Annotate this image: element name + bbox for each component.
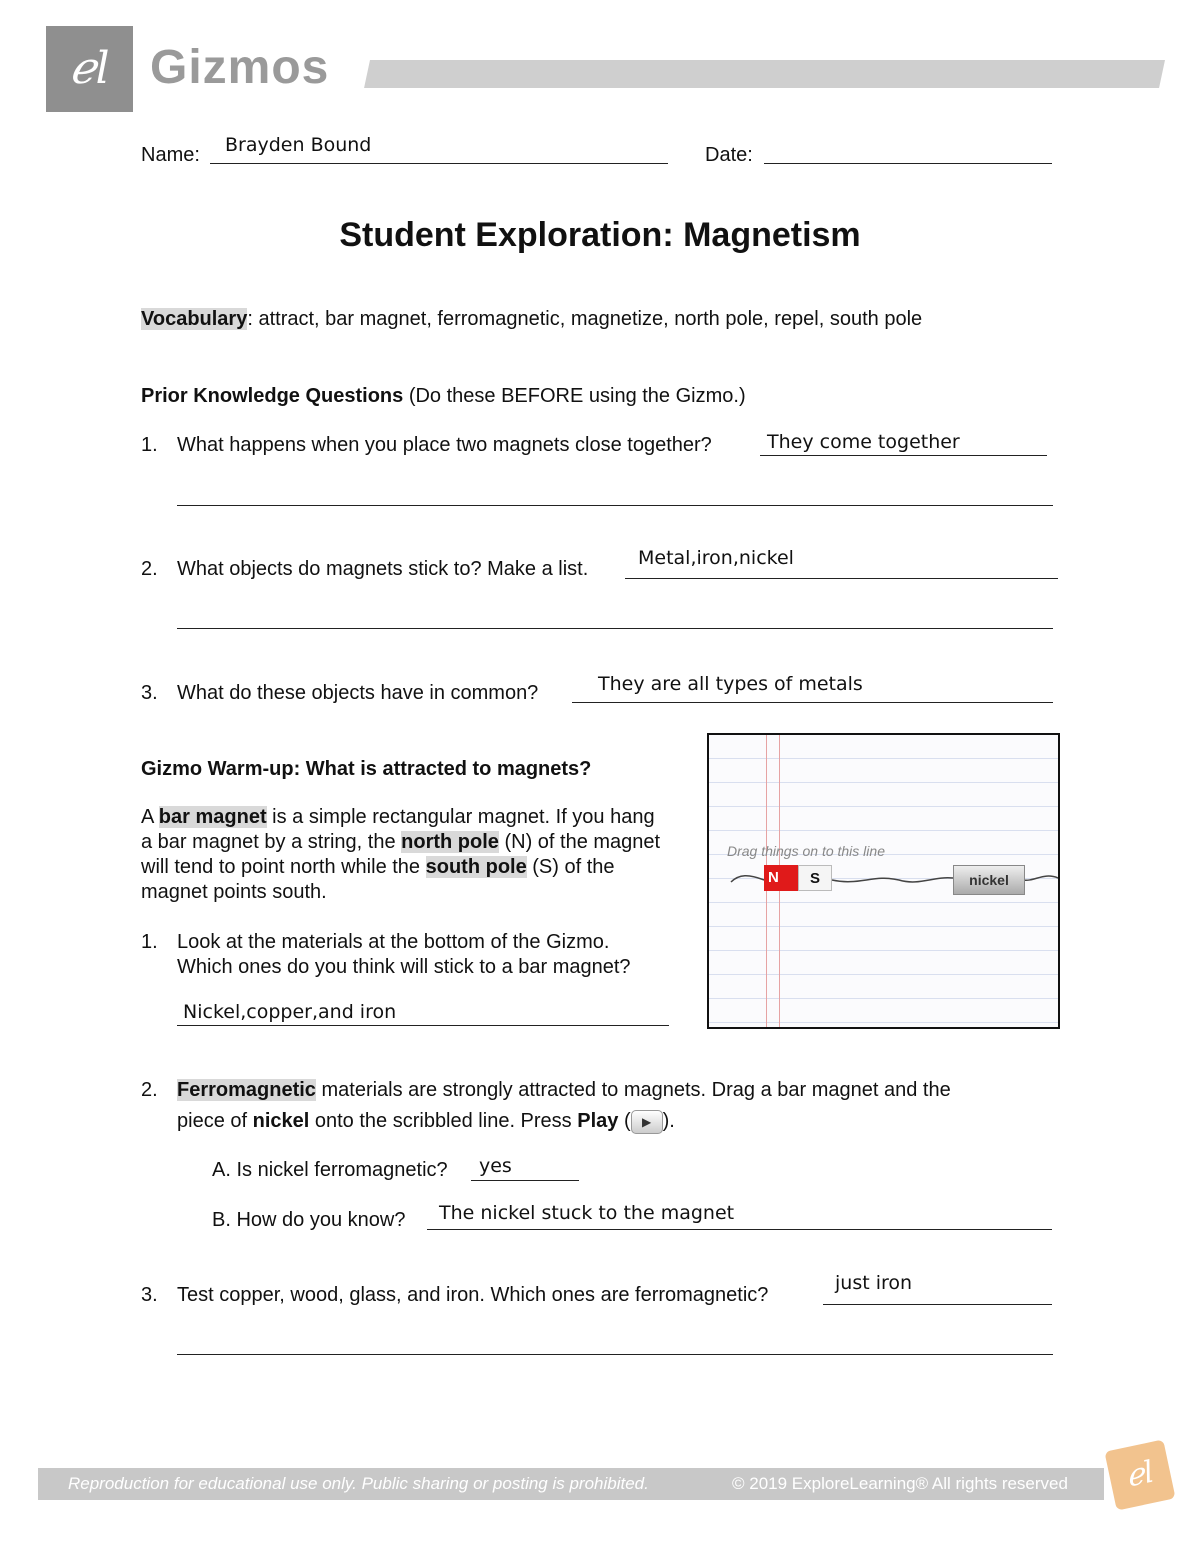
warmup-q1-num: 1. — [141, 931, 158, 953]
intro-text-3: (N) of the magnet will tend to point north while the — [141, 831, 661, 878]
q2a-label: A. — [212, 1159, 231, 1181]
gizmos-logo — [46, 26, 133, 112]
name-value[interactable]: Brayden Bound — [225, 134, 372, 156]
vocabulary-label: Vocabulary — [141, 308, 248, 330]
header-bar — [364, 60, 1165, 88]
prior-q1-line — [760, 455, 1047, 456]
prior-q2-num: 2. — [141, 558, 158, 580]
q2-text-1: materials are strongly attracted to magnets. Drag a bar magnet and the — [315, 1079, 951, 1101]
drag-label: Drag things on to this line — [727, 843, 885, 859]
warmup-heading: Gizmo Warm-up: What is attracted to magnets? — [141, 758, 592, 780]
footer-logo — [1104, 1439, 1175, 1510]
prior-q3-text: What do these objects have in common? — [177, 682, 539, 704]
warmup-q1-line2: Which ones do you think will stick to a bar magnet? — [177, 956, 631, 978]
intro-text-1: A — [141, 806, 159, 828]
q2-nickel: nickel — [252, 1110, 310, 1132]
play-icon: ▶ — [631, 1110, 663, 1134]
name-line — [210, 163, 668, 164]
prior-q3-num: 3. — [141, 682, 158, 704]
date-line — [764, 163, 1052, 164]
prior-q1-text: What happens when you place two magnets close together? — [177, 434, 712, 456]
q2a-answer[interactable]: yes — [479, 1155, 512, 1177]
footer-copyright: © 2019 ExploreLearning® All rights reserved — [732, 1474, 1068, 1493]
prior-q2-line — [625, 578, 1058, 579]
warmup-q2a — [212, 1158, 448, 1182]
gizmo-screenshot — [707, 733, 1060, 1029]
vocabulary — [141, 307, 922, 331]
warmup-q1-answer-line — [177, 1025, 669, 1026]
q2-text-2b: onto the scribbled line. Press — [309, 1110, 578, 1132]
warmup-q2-line1 — [177, 1078, 951, 1102]
term-north-pole: north pole — [401, 831, 499, 853]
page-title: Student Exploration: Magnetism — [339, 216, 861, 254]
q2b-label: B. — [212, 1209, 231, 1231]
q2-text-2c: ( — [618, 1110, 631, 1132]
vocabulary-text: : attract, bar magnet, ferromagnetic, magnetize, north pole, repel, south pole — [247, 308, 923, 330]
magnet-north-pole[interactable]: N — [764, 865, 798, 891]
q3-line2 — [177, 1354, 1053, 1355]
q2a-text: Is nickel ferromagnetic? — [236, 1159, 448, 1181]
prior-q2-line2 — [177, 628, 1053, 629]
prior-q1-answer[interactable]: They come together — [767, 431, 960, 453]
term-south-pole: south pole — [425, 856, 527, 878]
prior-q2-text: What objects do magnets stick to? Make a list. — [177, 558, 589, 580]
warmup-q3-text: Test copper, wood, glass, and iron. Which ones are ferromagnetic? — [177, 1284, 769, 1306]
footer-logo-glyph: ℯl — [1122, 1454, 1157, 1495]
q3-line — [823, 1304, 1052, 1305]
warmup-q2-num: 2. — [141, 1079, 158, 1101]
name-label: Name: — [141, 144, 200, 166]
brand-name: Gizmos — [150, 41, 330, 94]
prior-heading-note: (Do these BEFORE using the Gizmo.) — [403, 385, 746, 407]
prior-q2-answer[interactable]: Metal,iron,nickel — [638, 547, 794, 569]
term-bar-magnet: bar magnet — [158, 806, 267, 828]
footer-disclaimer: Reproduction for educational use only. Public sharing or posting is prohibited. — [68, 1474, 649, 1493]
logo-glyph: ℯl — [69, 43, 110, 94]
prior-q1-line2 — [177, 505, 1053, 506]
q3-answer[interactable]: just iron — [835, 1272, 913, 1294]
prior-q1-num: 1. — [141, 434, 158, 456]
q2-text-2a: piece of — [177, 1110, 253, 1132]
q2b-line — [427, 1229, 1052, 1230]
q2-text-2d: ). — [662, 1110, 675, 1132]
magnet-south-pole[interactable]: S — [798, 865, 832, 891]
intro-text-2: is a simple rectangular magnet. If you hang a bar magnet by a string, the — [141, 806, 655, 853]
prior-heading-title: Prior Knowledge Questions — [141, 385, 404, 407]
warmup-q2-line2 — [177, 1109, 675, 1134]
intro-text-4: (S) of the magnet points south. — [141, 856, 615, 903]
date-label: Date: — [705, 144, 753, 166]
warmup-intro — [141, 805, 661, 905]
q2b-answer[interactable]: The nickel stuck to the magnet — [439, 1202, 735, 1224]
warmup-q2b — [212, 1208, 405, 1232]
prior-q3-answer[interactable]: They are all types of metals — [598, 673, 863, 695]
prior-q3-line — [572, 702, 1053, 703]
prior-heading — [141, 384, 746, 408]
warmup-q3-num: 3. — [141, 1284, 158, 1306]
nickel-piece[interactable]: nickel — [953, 865, 1025, 895]
q2-play-word: Play — [577, 1110, 619, 1132]
q2b-text: How do you know? — [236, 1209, 406, 1231]
q2a-line — [471, 1180, 579, 1181]
warmup-q1-answer[interactable]: Nickel,copper,and iron — [183, 1001, 397, 1023]
term-ferromagnetic: Ferromagnetic — [177, 1079, 316, 1101]
warmup-q1-line1: Look at the materials at the bottom of the Gizmo. — [177, 931, 610, 953]
